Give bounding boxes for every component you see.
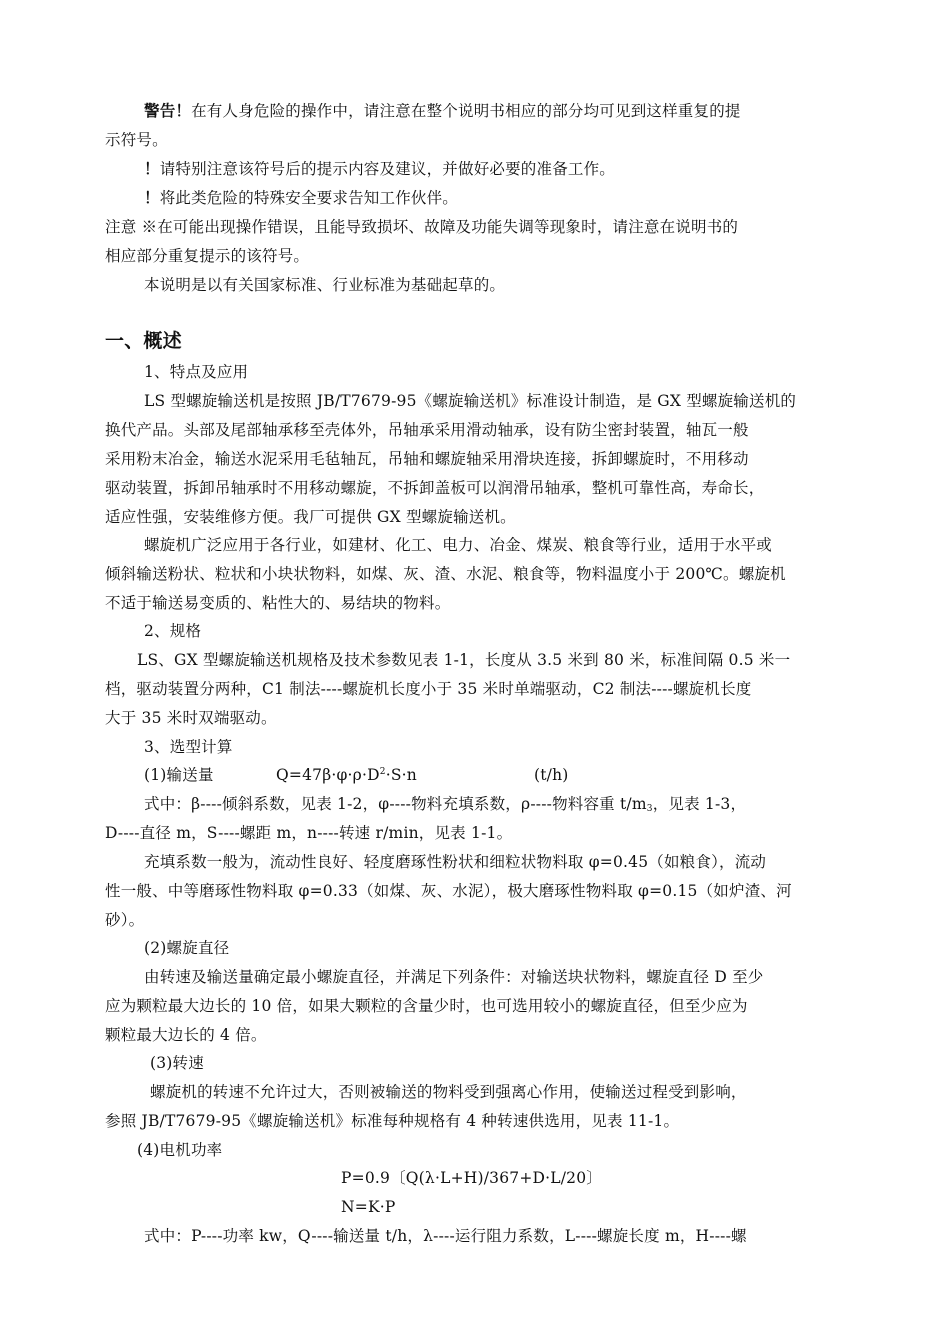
paragraph-line: LS 型螺旋输送机是按照 JB/T7679-95《螺旋输送机》标准设计制造，是 GX 型螺旋输送机的 <box>144 392 797 410</box>
paragraph-line: 颗粒最大边长的 4 倍。 <box>105 1026 267 1044</box>
warning-label: 警告！ <box>144 101 192 120</box>
item-label: (1)输送量 <box>144 766 214 784</box>
paragraph-line: 采用粉末冶金，输送水泥采用毛毡轴瓦，吊轴和螺旋轴采用滑块连接，拆卸螺旋时，不用移动 <box>105 450 749 468</box>
paragraph-line: 式中：P----功率 kw，Q----输送量 t/h，λ----运行阻力系数，L----螺旋长度 m，H----螺 <box>144 1227 747 1245</box>
item-label: (4)电机功率 <box>137 1141 223 1159</box>
paragraph-line: 参照 JB/T7679-95《螺旋输送机》标准每种规格有 4 种转速供选用，见表 11-1。 <box>105 1112 680 1130</box>
subsection-title: 1、特点及应用 <box>144 363 249 381</box>
warning-item-2: ！将此类危险的特殊安全要求告知工作伙伴。 <box>144 188 459 207</box>
section-title: 一、概述 <box>105 330 182 352</box>
paragraph-line: 驱动装置，拆卸吊轴承时不用移动螺旋，不拆卸盖板可以润滑吊轴承，整机可靠性高，寿命长， <box>105 479 765 497</box>
item-label: (3)转速 <box>150 1054 204 1072</box>
exclamation-icon: ！ <box>144 188 160 207</box>
paragraph-line: 螺旋机广泛应用于各行业，如建材、化工、电力、冶金、煤炭、粮食等行业，适用于水平或 <box>144 536 773 554</box>
note-line-2: 相应部分重复提示的该符号。 <box>105 247 310 265</box>
paragraph-line: 性一般、中等磨琢性物料取 φ=0.33（如煤、灰、水泥），极大磨琢性物料取 φ=0.15（如炉渣、河 <box>105 882 792 900</box>
paragraph-line: 应为颗粒最大边长的 10 倍，如果大颗粒的含量少时，也可选用较小的螺旋直径，但至少应为 <box>105 997 748 1015</box>
throughput-formula: $Q=47\beta\cdot\varphi\cdot\rho\cdot D^2\cdot S\cdot n$ <box>276 766 417 784</box>
paragraph-line: 倾斜输送粉状、粒状和小块状物料，如煤、灰、渣、水泥、粮食等，物料温度小于 200℃。螺旋机 <box>105 565 786 583</box>
paragraph-line: 式中：β----倾斜系数，见表 1-2，φ----物料充填系数，ρ----物料容重 $t/m_3$，见表 1-3， <box>144 795 747 814</box>
paragraph-line: 螺旋机的转速不允许过大，否则被输送的物料受到强离心作用，使输送过程受到影响， <box>150 1083 747 1101</box>
basis-statement: 本说明是以有关国家标准、行业标准为基础起草的。 <box>144 276 506 294</box>
formula-unit: (t/h) <box>534 766 569 784</box>
warning-item-1: ！请特别注意该符号后的提示内容及建议，并做好必要的准备工作。 <box>144 159 616 178</box>
subsection-title: 3、选型计算 <box>144 738 233 756</box>
subsection-title: 2、规格 <box>144 622 202 640</box>
paragraph-line: 充填系数一般为，流动性良好、轻度磨琢性粉状和细粒状物料取 φ=0.45（如粮食），流动 <box>144 853 767 871</box>
motor-power-formula: N=K·P <box>341 1198 396 1216</box>
paragraph-line: 档，驱动装置分两种，C1 制法----螺旋机长度小于 35 米时单端驱动，C2 制法----螺旋机长度 <box>105 680 752 698</box>
paragraph-line: 砂）。 <box>105 911 145 929</box>
power-formula: P=0.9〔Q(λ·L+H)/367+D·L/20〕 <box>341 1169 603 1187</box>
warning-line-2: 示符号。 <box>105 131 168 149</box>
formula-line <box>144 765 950 785</box>
paragraph-line: D----直径 m，S----螺距 m，n----转速 r/min，见表 1-1。 <box>105 824 513 842</box>
paragraph-line: 适应性强，安装维修方便。我厂可提供 GX 型螺旋输送机。 <box>105 508 516 526</box>
item-label: (2)螺旋直径 <box>144 939 230 957</box>
paragraph-line: 换代产品。头部及尾部轴承移至壳体外，吊轴承采用滑动轴承，设有防尘密封装置，轴瓦一般 <box>105 421 749 439</box>
note-line-1: 注意 ※在可能出现操作错误，且能导致损坏、故障及功能失调等现象时，请注意在说明书的 <box>105 218 739 236</box>
paragraph-line: LS、GX 型螺旋输送机规格及技术参数见表 1-1，长度从 3.5 米到 80 米，标准间隔 0.5 米一 <box>137 651 791 669</box>
paragraph-line: 不适于输送易变质的、粘性大的、易结块的物料。 <box>105 594 451 612</box>
warning-line-1: 警告！在有人身危险的操作中，请注意在整个说明书相应的部分均可见到这样重复的提 <box>144 101 741 120</box>
paragraph-line: 由转速及输送量确定最小螺旋直径，并满足下列条件：对输送块状物料，螺旋直径 D 至少 <box>144 968 764 986</box>
paragraph-line: 大于 35 米时双端驱动。 <box>105 709 277 727</box>
exclamation-icon: ！ <box>144 159 160 178</box>
